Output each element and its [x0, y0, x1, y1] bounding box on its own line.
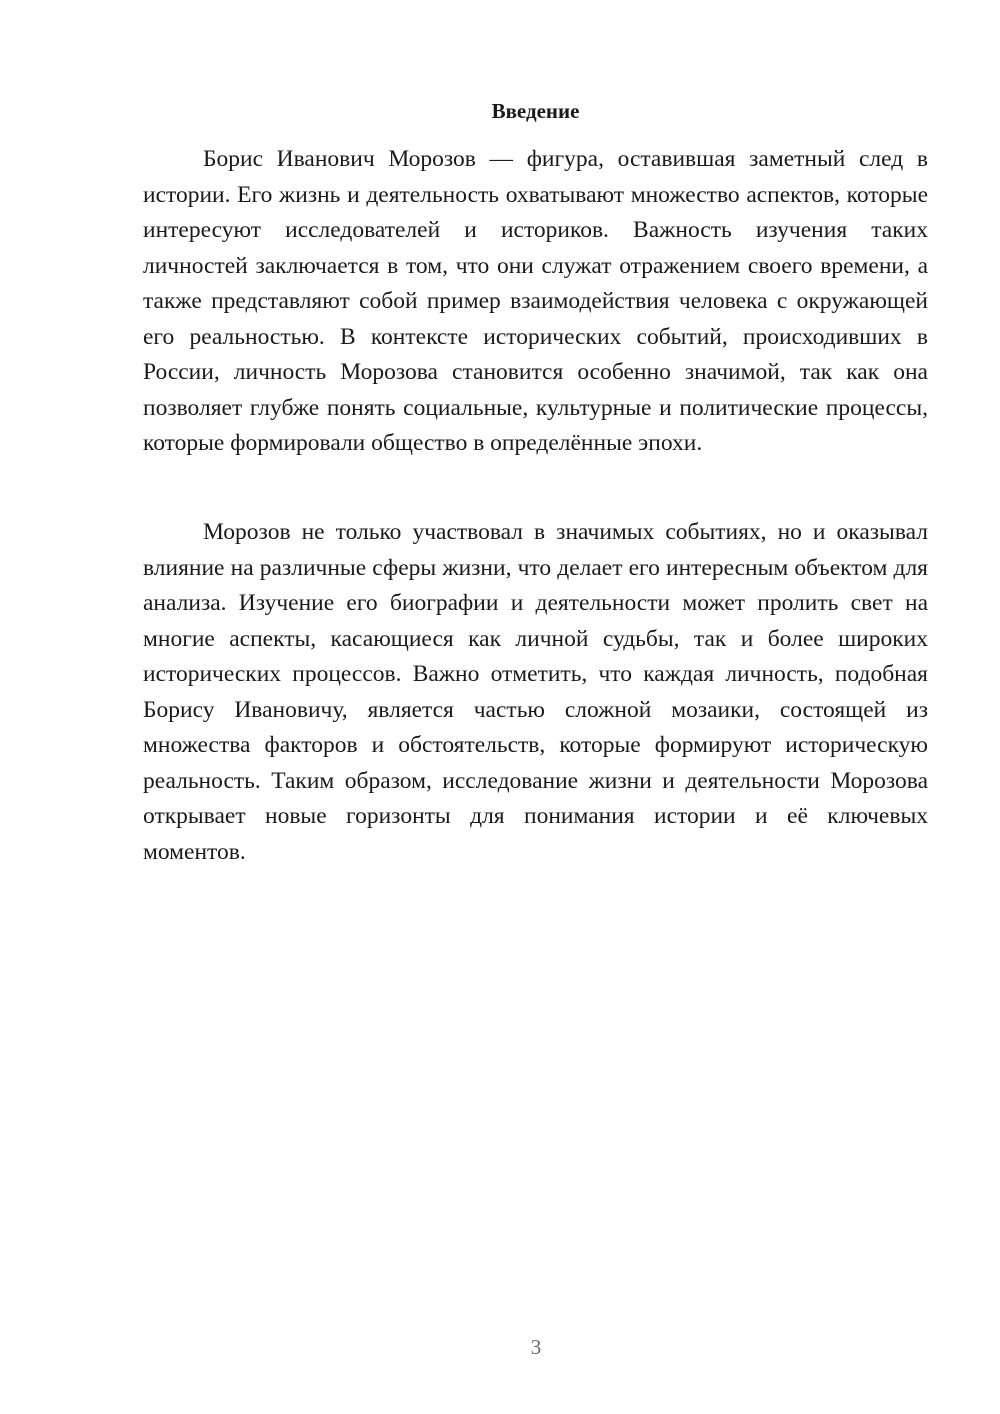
page-number: 3	[530, 1335, 542, 1359]
paragraph-text: Борис Иванович Морозов — фигура, оставившая заметный след в истории. Его жизнь и деятельность охватывают множество аспектов, которые интересуют исследователей и историков. Важность изучения таких личностей заключается в том, что они служат отражением своего времени, а также представляют собой пример взаимодействия человека с окружающей его реальностью. В контексте исторических событий, происходивших в России, личность Морозова становится особенно значимой, так как она позволяет глубже понять социальные, культурные и политические процессы, которые формировали общество в определённые эпохи.	[143, 146, 928, 456]
paragraph-text: Морозов не только участвовал в значимых событиях, но и оказывал влияние на различные сферы жизни, что делает его интересным объектом для анализа. Изучение его биографии и деятельности может пролить свет на многие аспекты, касающиеся как личной судьбы, так и более широких исторических процессов. Важно отметить, что каждая личность, подобная Борису Ивановичу, является частью сложной мозаики, состоящей из множества факторов и обстоятельств, которые формируют историческую реальность. Таким образом, исследование жизни и деятельности Морозова открывает новые горизонты для понимания истории и её ключевых моментов.	[143, 519, 928, 865]
paragraph-1	[143, 142, 928, 462]
section-title: Введение	[491, 99, 580, 123]
paragraph-2	[143, 515, 928, 870]
